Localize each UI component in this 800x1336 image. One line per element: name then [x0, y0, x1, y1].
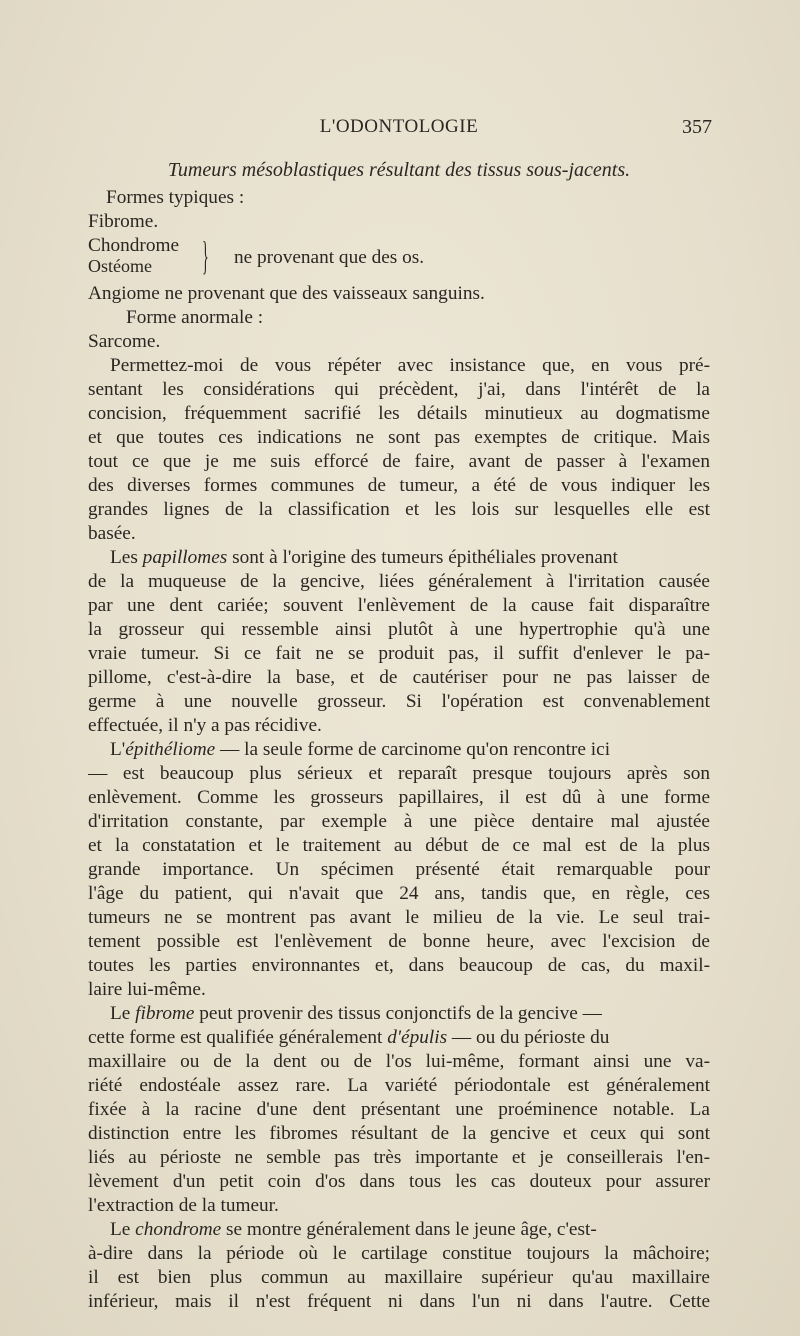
text-line: pillome, c'est-à-dire la base, et de cautériser pour ne pas laisser de: [88, 667, 710, 688]
italic-term: fibrome: [135, 1003, 195, 1024]
text-line: liés au périoste ne semble pas très importante et je conseillerais l'en-: [88, 1147, 710, 1168]
text-line: sentant les considérations qui précèdent, j'ai, dans l'intérêt de la: [88, 379, 710, 400]
text-line: Forme anormale :: [126, 307, 264, 328]
text-line: tumeurs ne se montrent pas avant le milieu de la vie. Le seul trai-: [88, 907, 710, 928]
text-line: tement possible est l'enlèvement de bonne heure, avec l'excision de: [88, 931, 710, 952]
text-line: concision, fréquemment sacrifié les détails minutieux au dogmatisme: [88, 403, 710, 424]
text-line: germe à une nouvelle grosseur. Si l'opération est convenablement: [88, 691, 710, 712]
text-line: enlèvement. Comme les grosseurs papillaires, il est dû à une forme: [88, 787, 710, 808]
text-line: l'extraction de la tumeur.: [88, 1195, 279, 1216]
text-fragment: Le: [110, 1219, 131, 1240]
running-title: L'ODONTOLOGIE: [319, 116, 479, 137]
text-line: Fibrome.: [88, 211, 159, 232]
brace-mark: }: [202, 233, 209, 278]
text-line: Angiome ne provenant que des vaisseaux sanguins.: [88, 283, 485, 304]
text-line: basée.: [88, 523, 136, 544]
text-line: la grosseur qui ressemble ainsi plutôt à une hypertrophie qu'à une: [88, 619, 710, 640]
page-header: [86, 116, 712, 144]
text-line: fixée à la racine d'une dent présentant une proéminence notable. La: [88, 1099, 710, 1120]
text-line: toutes les parties environnantes et, dans beaucoup de cas, du maxil-: [88, 955, 710, 976]
bracketed-list: [88, 234, 710, 282]
text-fragment: peut provenir des tissus conjonctifs de la gencive —: [199, 1003, 602, 1024]
text-line: Permettez-moi de vous répéter avec insistance que, en vous pré-: [110, 355, 710, 376]
text-line: par une dent cariée; souvent l'enlèvement de la cause fait disparaître: [88, 595, 710, 616]
text-line: [88, 1026, 710, 1050]
text-line: effectuée, il n'y a pas récidive.: [88, 715, 322, 736]
text-line: à-dire dans la période où le cartilage constitue toujours la mâchoire;: [88, 1243, 710, 1264]
text-line: [88, 738, 710, 762]
text-line: lèvement d'un petit coin d'os dans tous les cas douteux pour assurer: [88, 1171, 710, 1192]
text-line: — est beaucoup plus sérieux et reparaît presque toujours après son: [88, 763, 710, 784]
text-line: de la muqueuse de la gencive, liées généralement à l'irritation causée: [88, 571, 710, 592]
text-line: maxillaire ou de la dent ou de l'os lui-même, formant ainsi une va-: [88, 1051, 710, 1072]
text-line: d'irritation constante, par exemple à une pièce dentaire mal ajustée: [88, 811, 710, 832]
text-line: distinction entre les fibromes résultant de la gencive et ceux qui sont: [88, 1123, 710, 1144]
text-line: grandes lignes de la classification et les lois sur lesquelles elle est: [88, 499, 710, 520]
text-fragment: sont à l'origine des tumeurs épithéliales provenant: [232, 547, 618, 568]
text-line: [88, 1002, 710, 1026]
italic-term: d'épulis: [387, 1027, 448, 1048]
bracket-item: Chondrome: [88, 235, 180, 256]
text-line: vraie tumeur. Si ce fait ne se produit pas, il suffit d'enlever le pa-: [88, 643, 710, 664]
text-line: Sarcome.: [88, 331, 161, 352]
text-line: et que toutes ces indications ne sont pas exemptes de critique. Mais: [88, 427, 710, 448]
text-fragment: Les: [110, 547, 138, 568]
section-title: Tumeurs mésoblastiques résultant des tissus sous-jacents.: [167, 159, 631, 181]
text-fragment: L': [110, 739, 126, 760]
text-line: tout ce que je me suis efforcé de faire, avant de passer à l'examen: [88, 451, 710, 472]
text-line: et la constatation et le traitement au début de ce mal est de la plus: [88, 835, 710, 856]
text-line: des diverses formes communes de tumeur, a été de vous indiquer les: [88, 475, 710, 496]
text-fragment: se montre généralement dans le jeune âge, c'est-: [226, 1219, 597, 1240]
bracket-item: Ostéome: [88, 256, 152, 276]
text-line: riété endostéale assez rare. La variété périodontale est généralement: [88, 1075, 710, 1096]
text-fragment: — ou du périoste du: [451, 1027, 610, 1048]
text-line: laire lui-même.: [88, 979, 206, 1000]
text-fragment: — la seule forme de carcinome qu'on rencontre ici: [220, 739, 611, 760]
text-line: Formes typiques :: [106, 187, 245, 208]
text-fragment: cette forme est qualifiée généralement: [88, 1027, 383, 1048]
text-line: [88, 546, 710, 570]
text-line: l'âge du patient, qui n'avait que 24 ans, tandis que, en règle, ces: [88, 883, 710, 904]
italic-term: chondrome: [135, 1219, 222, 1240]
text-line: il est bien plus commun au maxillaire supérieur qu'au maxillaire: [88, 1267, 710, 1288]
text-fragment: Le: [110, 1003, 131, 1024]
body-text: [88, 186, 710, 1314]
page-number: 357: [682, 116, 712, 138]
text-line: [88, 1218, 710, 1242]
italic-term: papillomes: [142, 547, 228, 568]
bracket-shared-text: ne provenant que des os.: [234, 247, 425, 268]
text-line: inférieur, mais il n'est fréquent ni dans l'un ni dans l'autre. Cette: [88, 1291, 710, 1312]
text-line: grande importance. Un spécimen présenté était remarquable pour: [88, 859, 710, 880]
italic-term: épithéliome: [125, 739, 216, 760]
